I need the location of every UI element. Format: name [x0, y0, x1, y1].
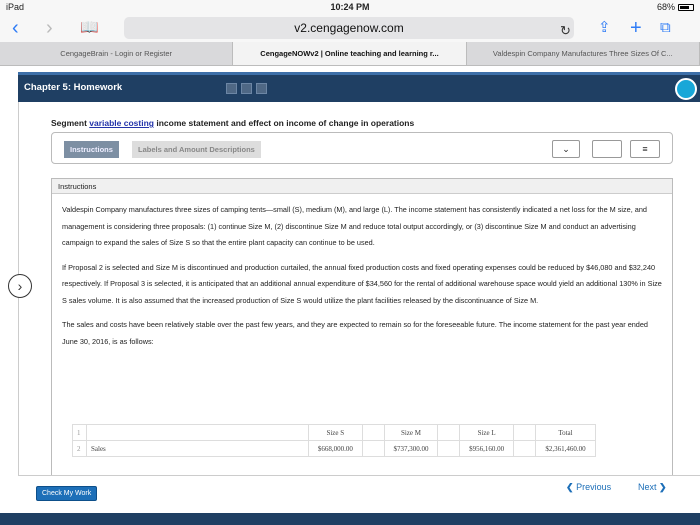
reload-icon[interactable]: ↻ — [560, 23, 571, 38]
spacer — [362, 425, 384, 441]
panel-body — [52, 194, 672, 350]
sales-size-l: $956,160.00 — [460, 441, 514, 457]
help-icon[interactable] — [675, 78, 697, 100]
main-content — [18, 102, 700, 512]
heading-prefix: Segment — [51, 118, 90, 128]
tab-instructions[interactable]: Instructions — [64, 141, 119, 158]
instructions-panel — [51, 178, 673, 512]
browser-tabs — [0, 42, 700, 66]
tab-valdespin[interactable]: Valdespin Company Manufactures Three Sizes Of C... — [467, 42, 700, 65]
panel-header: Instructions — [52, 179, 672, 194]
heading-suffix: income statement and effect on income of change in operations — [153, 118, 415, 128]
spacer — [438, 441, 460, 457]
row-number: 1 — [73, 425, 87, 441]
tab-cengagebrain[interactable]: CengageBrain - Login or Register — [0, 42, 233, 65]
col-total: Total — [535, 425, 595, 441]
sales-size-s: $668,000.00 — [309, 441, 363, 457]
share-icon[interactable]: ⇪ — [598, 19, 611, 36]
single-view-icon[interactable] — [592, 140, 622, 158]
table-row — [73, 425, 596, 441]
next-button[interactable]: Next ❯ — [638, 482, 667, 492]
chevron-down-icon[interactable]: ⌄ — [552, 140, 580, 158]
spacer — [362, 441, 384, 457]
forward-icon[interactable]: › — [46, 17, 53, 39]
bottom-bar — [0, 513, 700, 525]
next-label: Next — [638, 482, 657, 492]
tab-labels[interactable]: Labels and Amount Descriptions — [132, 141, 261, 158]
address-bar[interactable]: v2.cengagenow.com — [124, 17, 574, 39]
device-label: iPad — [6, 2, 25, 12]
previous-label: Previous — [576, 482, 612, 492]
row-number: 2 — [73, 441, 87, 457]
spacer — [513, 441, 535, 457]
panel-toolbar — [51, 132, 673, 164]
footer-bar — [18, 475, 700, 513]
sales-size-m: $737,300.00 — [384, 441, 438, 457]
variable-costing-link[interactable]: variable costing — [89, 118, 154, 128]
bookmarks-icon[interactable]: 📖 — [80, 19, 99, 36]
clock: 10:24 PM — [330, 2, 370, 12]
browser-navbar — [0, 14, 700, 42]
battery-percent: 68% — [656, 2, 675, 12]
battery-icon — [678, 4, 694, 11]
spacer — [438, 425, 460, 441]
check-my-work-button[interactable]: Check My Work — [36, 486, 97, 501]
question-heading — [51, 118, 414, 128]
app-title: Chapter 5: Homework — [24, 82, 123, 93]
instruction-paragraph-2: If Proposal 2 is selected and Size M is discontinued and production curtailed, the annual fixed production costs and fixed operating expenses could be reduced by $46,080 and $32,240 respectively. If Proposal 3 is selected, it is anticipated that an additional annual expenditure of $34,560 for the rental of additional warehouse space would yield an additional 130% in Size S sales volume. It is also assumed that the increased production of Size S would utilize the plant facilities released by the discontinuance of Size M. — [62, 262, 662, 305]
col-size-s: Size S — [309, 425, 363, 441]
tabs-icon[interactable]: ⧉ — [660, 19, 671, 36]
income-statement-table — [72, 424, 596, 457]
row-label — [87, 425, 309, 441]
tab-cengagenow[interactable]: CengageNOWv2 | Online teaching and learning r... — [233, 42, 466, 65]
sales-total: $2,361,460.00 — [535, 441, 595, 457]
instruction-paragraph-3: The sales and costs have been relatively stable over the past few years, and they are expected to remain so for the foreseeable future. The income statement for the past year ended June 30, 2016, is as follows: — [62, 320, 648, 346]
expand-sidebar-icon[interactable]: › — [8, 274, 32, 298]
col-size-m: Size M — [384, 425, 438, 441]
back-icon[interactable]: ‹ — [12, 17, 19, 39]
calculator-icon[interactable] — [241, 83, 252, 94]
instruction-paragraph-1: Valdespin Company manufactures three sizes of camping tents—small (S), medium (M), and large (L). The income statement has consistently indicated a net loss for the M size, and management is considering three proposals: (1) continue Size M, (2) discontinue Size M and reduce total output accordingly, or (3) discontinue Size M and conduct an advertising campaign to expand the sales of Size S so that the entire plant capacity can continue to be used. — [62, 205, 647, 247]
print-icon[interactable] — [226, 83, 237, 94]
row-label: Sales — [87, 441, 309, 457]
status-bar — [0, 0, 700, 14]
new-tab-icon[interactable]: + — [630, 17, 642, 39]
col-size-l: Size L — [460, 425, 514, 441]
previous-button[interactable]: ❮ Previous — [566, 482, 612, 492]
app-tool-icons — [226, 83, 267, 94]
document-icon[interactable] — [256, 83, 267, 94]
list-view-icon[interactable]: ≡ — [630, 140, 660, 158]
spacer — [513, 425, 535, 441]
app-header — [18, 72, 700, 102]
table-row — [73, 441, 596, 457]
